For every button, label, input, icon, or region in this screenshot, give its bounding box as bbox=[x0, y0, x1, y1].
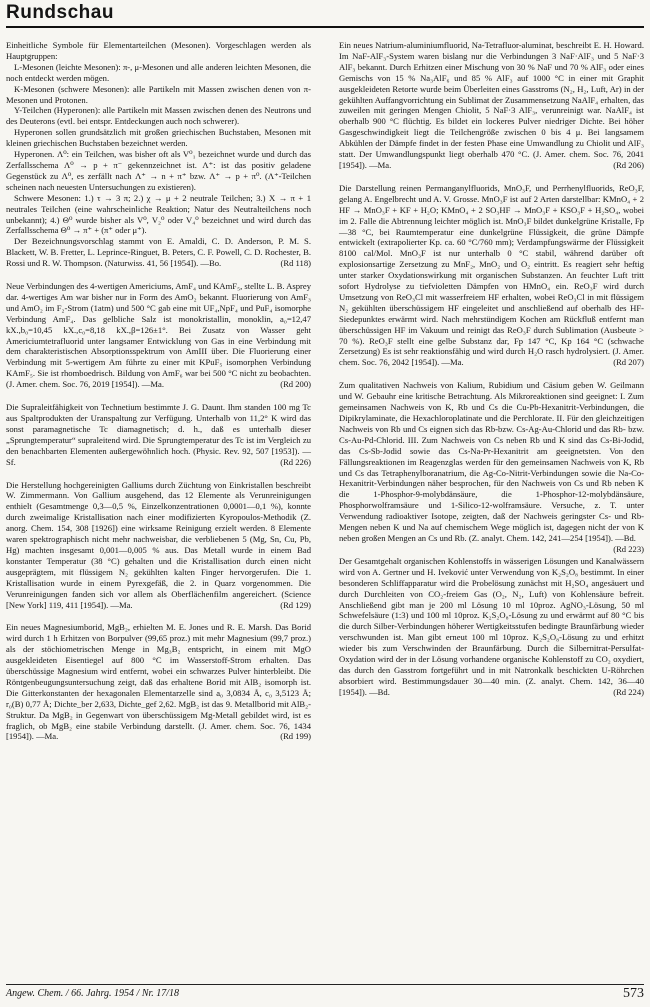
article-paragraph: Die Herstellung hochgereinigten Galliums durch Züchtung von Einkristallen beschreibt W. Zimmermann. Von Gallium ausgehend, das 12 Elemente als Verunreinigungen enthielt (Gesamtmenge 0,3—0,5 %, Einzelkonzentrationen 0,0001—0,1 %), konnte durch zweimalige Kristallisation nach einer modifizierten Kyropoulos-Methodik (Z. anorg. Chem. 154, 308 [1926]) eine wirksame Reinigung erzielt werden. 8 Elemente waren spektrographisch nicht mehr nachweisbar, die verbliebenen 5 (Mg, Sn, Cu, Pb, Hg) machten insgesamt 0,001—0,005 % aus. Das Metall wurde in einem Bad konstanter Temperatur (38 °C) gehalten und die Kristallisation durch einen nicht ausgeprägtem, mit flüssigem N₂ gekühlten kalten Finger hervorgerufen. Die 1. Kristallisation wurde in einem Pyrexgefäß, die 2. in Quarz vorgenommen. Die Verunreinigungen fanden sich vor allem als Oberflächenfilm angereichert. (Science [New York] 119, 411 [1954]). —Ma. (Rd 129) bbox=[6, 479, 311, 610]
article bbox=[6, 622, 311, 742]
article bbox=[339, 556, 644, 698]
reference-code: (Rd 118) bbox=[280, 258, 311, 269]
article-paragraph: Die Supraleitfähigkeit von Technetium bestimmte J. G. Daunt. Ihm standen 100 mg Tc aus Spaltprodukten der Uranspaltung zur Verfügung. Unterhalb von 11,2° K wird das sonst paramagnetische Tc diamagnetisch; d. h., daß es unterhalb dieser „Sprungtemperatur“ supraleitend wird. Die Sprungtemperatur des Tc ist im Vergleich zu den benachbarten Elementen außergewöhnlich hoch. (Physic. Rev. 92, 507 [1953]). —Sf. (Rd 226) bbox=[6, 402, 311, 467]
page-number: 573 bbox=[623, 986, 644, 1001]
page-footer bbox=[6, 984, 644, 1003]
article bbox=[6, 281, 311, 390]
reference-code: (Rd 206) bbox=[613, 159, 644, 170]
article bbox=[6, 40, 311, 269]
article-paragraph: Zum qualitativen Nachweis von Kalium, Rubidium und Cäsium geben W. Geilmann und W. Gebauhr eine kritische Betrachtung. Als Mikroreaktionen sind geeignet: I. Zum gemeinsamen Nachweis von K, Rb und Cs die Cu-Pb-Hexanitrit-Verbindungen, die Dipikrylaminate, die Hexachloroplatinate und die Perchlorate. II. Für den gleichzeitigen Nachweis von Rb und Cs eignen sich das Rb-bzw. Cs-Ag-Au-Chlorid und das Rb- bzw. Cs-Au-Pd-Chlorid. III. Zum Nachweis von Cs neben Rb und K sind das Cs-Bi-Jodid, das Cs-Sb-Jodid sowie das Cs-Na-Pr-Hexanitrit am geeignetsten. Von den Fällungsreaktionen im Reagenzglas werden für den gemeinsamen Nachweis von K, Rb und Cs das Tetraphenylboranatrium, die Ag-Co-Nitrit-Verbindungen sowie die Na-Co-Hexanitrit-Verbindungen näher besprochen, für den Nachweis von Cs und Rb neben K die 1-Phosphor-9-molybdänsäure, die 1-Phosphor-12-molybdänsäure, Phosphorwolframsäure und 1-Silico-12-wolframsäure. Versuche, z. T. unter Verwendung radioaktiver Isotope, zeigten, daß der Nachweis geringster Cs- und Rb-Mengen neben K und Na auf chemischem Wege möglich ist, dagegen nicht der von K neben großen Mengen an Cs und Rb. (Z. analyt. Chem. 142, 241—254 [1954]). —Bd. (Rd 223) bbox=[339, 380, 644, 554]
article-paragraph: Einheitliche Symbole für Elementarteilchen (Mesonen). Vorgeschlagen werden als Hauptgruppen: bbox=[6, 40, 311, 61]
article-paragraph: Ein neues Natrium-aluminiumfluorid, Na-Tetrafluor-aluminat, beschreibt E. H. Howard. Im NaF-AlF₃-System waren bislang nur die Verbindungen 3 NaF·AlF₃ und 5 NaF·3 AlF₃ bekannt. Durch Erhitzen einer Mischung von 30 % NaF und 70 % AlF₃ oder eines Gemischs von 15 % Na₃AlF₆ und 85 % AlF₃ auf 1000 °C in einer mit Graphit ausgekleideten Retorte wurde beim Überleiten eines Gasstroms (N₂, H₂, Luft, Ar) in der gekühlten Auffangvorrichtung ein Sublimat der Zusammensetzung NaAlF₄ erhalten, das zuweilen mit geringen Mengen Chiolit, 5 NaF·3 AlF₃, verunreinigt war. NaAlF₄ ist oberhalb 900 °C flüchtig. Es bildet ein lockeres Pulver niedriger Dichte. Bei höher Gasgeschwindigkeit liegt die Teilchengröße zwischen 0 bis 4 μ. Bei langsamem Abkühlen der Dämpfe findet in der festen Phase eine Umwandlung zu Chiolit und AlF₃ statt. Der Umwandlungspunkt liegt oberhalb 470 °C. (J. Amer. chem. Soc. 76, 2041 [1954]). —Ma. (Rd 206) bbox=[339, 40, 644, 170]
article-paragraph: Ein neues Magnesiumborid, MgB₂, erhielten M. E. Jones und R. E. Marsh. Das Borid wird durch 1 h Erhitzen von Borpulver (99,65 proz.) mit mehr Magnesium (99,7 proz.) als der stöchiometrischen Menge in Mg₃B₂ entspricht, in einem mit MgO ausgekleideten Eisentiegel auf 800 °C im Wasserstoff-Strom erhalten. Das überschüssige Magnesium wird entfernt, wobei ein schwarzes Pulver hinterbleibt. Die Röntgenbeugungsuntersuchung zeigt, daß das erhaltene Borid mit AlB₂ isomorph ist. Die Gitterkonstanten der hexagonalen Elementarzelle sind a₀ 3,0834 Å, c₀ 3,5123 Å; r₀(B) 0,77 Å; Dichte_ber 2,633, Dichte_gef 2,62. MgB₂ ist das 9. Metallborid mit AlB₂-Struktur. Da MgB₂ in Gegenwart von überschüssigem Mg-Metall gebildet wird, ist es fraglich, ob MgB₂ eine stabile Verbindung darstellt. (J. Amer. chem. Soc. 76, 1434 [1954]). —Ma. (Rd 199) bbox=[6, 622, 311, 742]
article bbox=[6, 402, 311, 467]
article-paragraph: L-Mesonen (leichte Mesonen): π-, μ-Mesonen und alle anderen leichten Mesonen, die noch entdeckt werden mögen. bbox=[6, 61, 311, 83]
article-paragraph: Der Bezeichnungsvorschlag stammt von E. Amaldi, C. D. Anderson, P. M. S. Blackett, W. B. Fretter, L. Leprince-Ringuet, B. Peters, C. F. Powell, C. D. Rochester, B. Rossi und R. W. Thompson. (Naturwiss. 41, 56 [1954]). —Bo. (Rd 118) bbox=[6, 236, 311, 269]
reference-code: (Rd 223) bbox=[613, 543, 644, 554]
reference-code: (Rd 129) bbox=[280, 599, 311, 610]
right-column bbox=[339, 40, 644, 710]
reference-code: (Rd 226) bbox=[280, 456, 311, 467]
section-title: Rundschau bbox=[6, 2, 114, 23]
article-paragraph: Schwere Mesonen: 1.) τ → 3 π; 2.) χ → μ + 2 neutrale Teilchen; 3.) X → π + 1 neutrales Teilchen (eine wahrscheinliche Reaktion; Natur des Neutralteilchens noch unbekannt); 4.) Θ⁰ wurde bisher als V⁰, V₂⁰ oder V₄⁰ bezeichnet und wird durch das Zerfallsschema Θ⁰ → π⁺ + (π⁺ oder μ⁺). bbox=[6, 192, 311, 236]
left-column bbox=[6, 40, 311, 754]
page-header bbox=[6, 2, 644, 28]
reference-code: (Rd 224) bbox=[613, 686, 644, 697]
article-paragraph: Der Gesamtgehalt organischen Kohlenstoffs in wässerigen Lösungen und Kanalwässern wird von A. Gertner und H. Iveković unter Verwendung von K₂S₂O₈ bestimmt. In einer besonderen Schliffapparatur wird die Probelösung zunächst mit H₂SO₄ angesäuert und durch Durchleiten von CO₂-freiem Gas (O₂, N₂, Luft) von Kohlensäure befreit. Anschließend gibt man je 200 ml Lösung 10 ml 10proz. AgNO₃-Lösung, 50 ml Schwefelsäure (1:3) und 100 ml 10proz. K₂S₂O₈-Lösung zu und erwärmt auf 80 °C bis die durch Silber-Verbindungen höherer Wertigkeitsstufen bedingte Braunfärbung wieder verschwunden ist. Man gibt erneut 100 ml 10proz. K₂S₂O₈-Lösung zu und erhitzt wieder bis zum Verschwinden der Braunfärbung. Durch die Silbernitrat-Persulfat-Oxydation wird der in der Lösung vorhandene organische Kohlenstoff zu CO₂ oxydiert, das durch den Gasstrom fortgeführt und in mit Natronkalk beschickten U-Röhrchen absorbiert wird. Bestimmungsdauer 30—40 min. (Z. analyt. Chem. 142, 36—40 [1954]). —Bd. (Rd 224) bbox=[339, 555, 644, 697]
article-paragraph: Neue Verbindungen des 4-wertigen Americiums, AmF₄ und KAmF₅, stellte L. B. Asprey dar. 4-wertiges Am war bisher nur in Form des AmO₂ bekannt. Fluorierung von AmF₃ und AmO₂ im F₂-Strom (1atm) und 500 °C gab eine mit UF₄,NpF₄ und PuF₄ isomorphe Verbindung AmF₄. Das gelbliche Salz ist monokristallin, monoklin, a₀=12,47 kX.,b₀=10,45 kX.,c₀=8,18 kX.,β=126±1°. Bei Zusatz von Wasser geht Americiumtetrafluorid unter langsamer Entwicklung von Gas in eine Verbindung mit dem charakteristischen Absorptionsspektrum von AmIII über. Die Fluorierung einer Verbindung mit 5-wertigem Am führte zu einer mit KPuF₅ isomorphen Verbindung KAmF₅. Sie ist rhomboedrisch. Bildung von AmF₆ war bei 500 °C nicht zu beobachten. (J. Amer. chem. Soc. 76, 2019 [1954]). —Ma. (Rd 200) bbox=[6, 281, 311, 390]
article-paragraph: K-Mesonen (schwere Mesonen): alle Partikeln mit Massen zwischen denen von π-Mesonen und Protonen. bbox=[6, 83, 311, 105]
article bbox=[339, 380, 644, 554]
article bbox=[339, 40, 644, 171]
journal-citation: Angew. Chem. / 66. Jahrg. 1954 / Nr. 17/18 bbox=[6, 988, 180, 999]
article-paragraph: Hyperonen sollen grundsätzlich mit großen griechischen Buchstaben, Mesonen mit kleinen griechischen Buchstaben bezeichnet werden. bbox=[6, 127, 311, 149]
reference-code: (Rd 199) bbox=[280, 731, 311, 742]
header-rule bbox=[6, 26, 644, 28]
article bbox=[6, 480, 311, 611]
reference-code: (Rd 207) bbox=[613, 357, 644, 368]
article-paragraph: Die Darstellung reinen Permanganylfluorids, MnO₃F, und Perrhenylfluorids, ReO₃F, gelang A. Engelbrecht und A. V. Grosse. MnO₃F ist auf 2 Arten darstellbar: KMnO₄ + 2 HF → MnO₃F + KF + H₂O; KMnO₄ + 2 SO₃HF → MnO₃F + KSO₃F + H₂SO₄, wobei im 2. Falle die Abtrennung leichter möglich ist. MnO₃F bildet dunkelgrüne Kristalle, Fp —38 °C, bei Raumtemperatur eine dunkelgrüne Flüssigkeit, die grüne Dämpfe entwickelt (extrapolierter Kp. ca. 60 °C/760 mm); Verdampfungswärme der Flüssigkeit 8100 cal/Mol. MnO₃F ist nur unterhalb 0 °C stabil, während darüber oft explosionsartige Zersetzung zu MnF₂, MnO₂ und O₂ eintritt. Es reagiert sehr heftig unter starker Oxydationswirkung mit organischen Substanzen. An feuchter Luft tritt sofort Hydrolyse zu tiefvioletten Dämpfen von HMnO₄ ein. ReO₃F wird durch Umsetzung von ReO₃Cl mit wasserfreiem HF erhalten, wobei ReO₃Cl in mit flüssigem N₂ gekühlten überschüssigem HF eingeleitet und anschließend auf oberhalb des HF-Siedepunktes erwärmt wird. Nach mehrstündigem Kochen am Rückfluß entfernt man überschüssigen HF im Vakuum und reinigt das ReO₃F durch Sublimation (Ausbeute > 70 %). ReO₃F stellt eine gelbe Substanz dar, Fp 147 °C, Kp 164 °C (schwache Zersetzung) Es ist sehr reaktionsfähig und wird durch H₂O rasch hydrolysiert. (J. Amer. chem. Soc. 76, 2042 [1954]). —Ma. (Rd 207) bbox=[339, 182, 644, 368]
reference-code: (Rd 200) bbox=[280, 379, 311, 390]
article bbox=[339, 183, 644, 368]
article-paragraph: Y-Teilchen (Hyperonen): alle Partikeln mit Massen zwischen denen des Neutrons und des Deuterons (evtl. bei entspr. Entdeckungen auch noch schwerer). bbox=[6, 105, 311, 127]
article-paragraph: Hyperonen. Λ⁰: ein Teilchen, was bisher oft als V⁰₁ bezeichnet wurde und durch das Zerfallsschema Λ⁰ → p + π⁻ gekennzeichnet ist. Λ⁺: ist das positiv geladene Gegenstück zu Λ⁰, es zerfällt nach Λ⁺ → n + π⁺ bzw. Λ⁺ → p + π⁰. (Λ⁺-Teilchen scheinen nach neuesten Untersuchungen zu existieren). bbox=[6, 149, 311, 192]
